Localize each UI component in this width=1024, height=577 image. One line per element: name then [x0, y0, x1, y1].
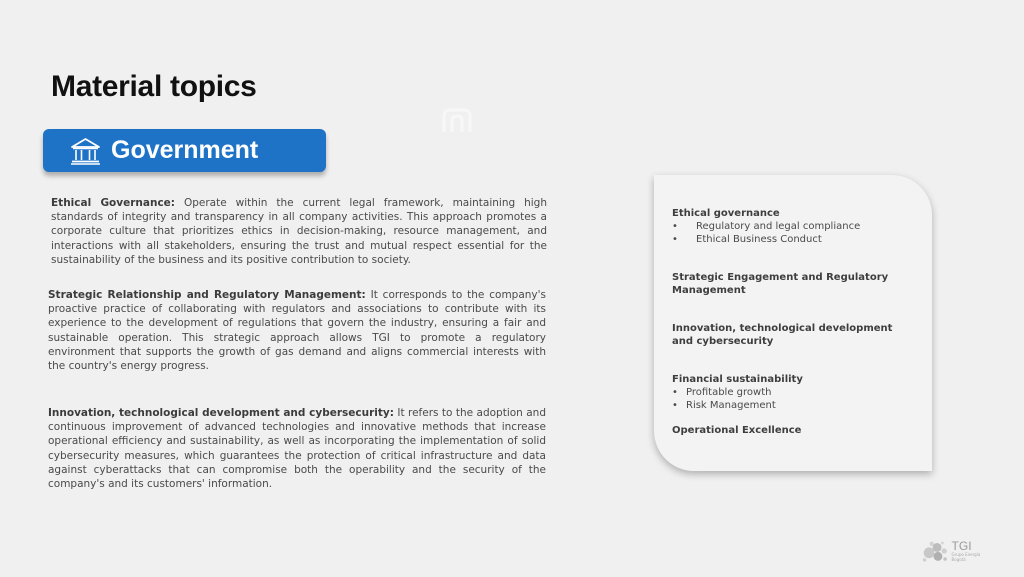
list-item-text: Ethical Business Conduct	[696, 234, 822, 245]
paragraph-ethical-governance	[51, 196, 547, 267]
watermark-icon	[436, 106, 478, 136]
paragraph-text: It refers to the adoption and continuous improvement of advanced technologies and innovative methods that increase operational efficiency and sustainability, as well as incorporating the implementation of solid cybersecurity measures, which guarantees the protection of critical infrastructure and data against cyberattacks that can compromise both the operability and the security of the company's and its customers' information.	[48, 407, 546, 491]
bullet: •	[672, 234, 678, 245]
card-item-strategic-engagement	[672, 271, 912, 297]
government-banner	[43, 129, 326, 172]
bullet: •	[672, 387, 678, 398]
card-item-heading: Operational Excellence	[672, 425, 802, 436]
card-item-innovation	[672, 322, 912, 348]
page-title: Material topics	[51, 70, 257, 103]
card-item-heading: Ethical governance	[672, 208, 780, 219]
paragraph-strategic-relationship	[48, 288, 546, 373]
card-item-financial-sustainability	[672, 373, 912, 412]
card-item-heading: Innovation, technological development and cybersecurity	[672, 323, 893, 347]
material-topics-card	[654, 175, 932, 471]
government-building-icon	[70, 137, 101, 165]
list-item-text: Regulatory and legal compliance	[696, 221, 861, 232]
card-item-heading: Financial sustainability	[672, 374, 803, 385]
card-item-bullets	[672, 220, 912, 246]
list-item	[672, 386, 912, 399]
card-item-heading: Strategic Engagement and Regulatory Management	[672, 272, 889, 296]
logo-sub: Grupo Energía Bogotá	[951, 552, 981, 562]
paragraph-heading: Innovation, technological development and cybersecurity:	[48, 407, 394, 419]
logo-text	[952, 540, 991, 562]
tgi-logo-dots-icon	[921, 537, 950, 565]
card-item-ethical-governance	[672, 207, 912, 246]
list-item	[672, 220, 912, 233]
card-item-operational-excellence	[672, 424, 912, 437]
tgi-logo	[921, 536, 991, 566]
list-item	[672, 233, 912, 246]
bullet: •	[672, 221, 678, 232]
bullet: •	[672, 400, 678, 411]
list-item-text: Risk Management	[686, 400, 776, 411]
list-item-text: Profitable growth	[686, 387, 772, 398]
paragraph-innovation	[48, 406, 546, 491]
logo-brand: TGI	[951, 539, 972, 553]
card-item-bullets	[672, 386, 912, 412]
paragraph-text: Operate within the current legal framework, maintaining high standards of integrity and transparency in all company activities. This approach promotes a corporate culture that prioritizes ethics in decision-making, resource management, and interactions with all stakeholders, ensuring the trust and mutual respect essential for the sustainability of the business and its positive contribution to society.	[51, 197, 548, 266]
banner-label: Government	[111, 136, 259, 164]
paragraph-text: It corresponds to the company's proactive practice of collaborating with regulators and associations to contribute with its experience to the development of regulations that govern the industry, ensuring a fair and sustainable operation. This strategic approach allows TGI to promote a regulatory environment that supports the growth of gas demand and aligns commercial interests with the country's energy progress.	[48, 289, 546, 373]
list-item	[672, 399, 912, 412]
paragraph-heading: Ethical Governance:	[51, 197, 175, 209]
paragraph-heading: Strategic Relationship and Regulatory Management:	[48, 289, 366, 301]
